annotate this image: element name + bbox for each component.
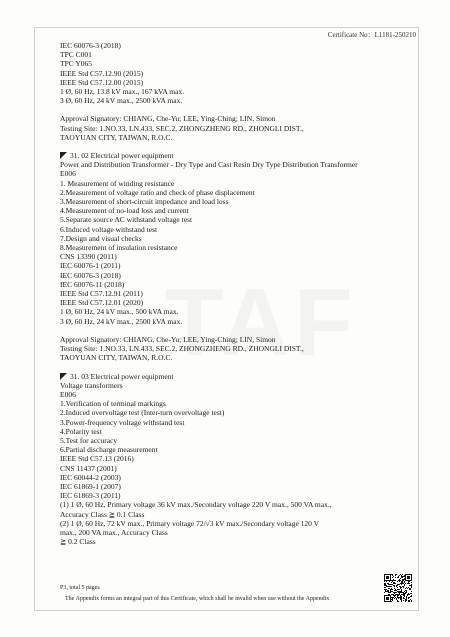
text-line: 8.Measurement of insulation resistance: [60, 243, 178, 253]
section-code-3103: E006: [60, 389, 76, 399]
approval-block-1: [60, 114, 400, 142]
text-line: IEC 60044-2 (2003): [60, 472, 121, 482]
spec-line: Accuracy Class ≧ 0.1 Class: [60, 509, 145, 519]
section-code-3102: E006: [60, 169, 76, 179]
items-3102: [60, 179, 400, 326]
text-line: Approval Signatory: CHIANG, Che-Yu; LEE, Ying-Ching; LIN, Simon: [60, 114, 276, 124]
scope-content: [60, 41, 400, 546]
text-line: 1 Ø, 60 Hz, 24 kV max., 500 kVA max.: [60, 307, 179, 317]
text-line: 4.Polarity test: [60, 426, 102, 436]
text-line: IEC 60076-1 (2011): [60, 261, 121, 271]
text-line: CNS 11437 (2001): [60, 463, 117, 473]
text-line: IEC 60076-11 (2018): [60, 279, 125, 289]
spec-line: (2) 1 Ø, 60 Hz, 72 kV max., Primary voltage 72/√3 kV max./Secondary voltage 120 V: [60, 518, 320, 528]
text-line: 7.Design and visual checks: [60, 233, 142, 243]
text-line: 1.Verification of terminal markings: [60, 399, 166, 409]
text-line: 2.Induced overvoltage test (Inter-turn overvoltage test): [60, 408, 225, 418]
text-line: TPC Y065: [60, 59, 93, 69]
section-heading-3102: 31. 02 Electrical power equipment: [60, 151, 400, 160]
text-line: 3 Ø, 60 Hz, 24 kV max., 2500 kVA max.: [60, 96, 183, 106]
text-line: IEC 61869-3 (2011): [60, 491, 121, 501]
text-line: IEEE Std C57.12.01 (2020): [60, 298, 144, 308]
text-line: 6.Induced voltage withstand test: [60, 224, 158, 234]
text-line: 3.Power-frequency voltage withstand test: [60, 417, 185, 427]
spec-line: (1) 1 Ø, 60 Hz, Primary voltage 36 kV max./Secondary voltage 220 V max., 500 VA max.,: [60, 500, 332, 510]
text-line: IEC 60076-3 (2018): [60, 270, 121, 280]
text-line: 1. Measurement of winding resistance: [60, 178, 175, 188]
text-line: Testing Site: 1.NO.33, LN.433, SEC.2, ZHONGZHENG RD., ZHONGLI DIST.,: [60, 123, 304, 133]
text-line: IEEE Std C57.12.90 (2015): [60, 68, 144, 78]
text-line: 6.Partial discharge measurement: [60, 445, 158, 455]
text-line: Testing Site: 1.NO.33, LN.433, SEC.2, ZHONGZHENG RD., ZHONGLI DIST.,: [60, 344, 304, 354]
text-line: Approval Signatory: CHIANG, Che-Yu; LEE, Ying-Ching; LIN, Simon: [60, 334, 276, 344]
text-line: CNS 13390 (2011): [60, 252, 117, 262]
section-title-3103: Voltage transformers: [60, 380, 123, 390]
text-line: 5.Separate source AC withstand voltage test: [60, 215, 193, 225]
flag-icon: [60, 152, 67, 159]
section-title-3102: Power and Distribution Transformer - Dry Type and Cast Resin Dry Type Distribution Transformer: [60, 160, 358, 170]
text-line: TPC C001: [60, 50, 92, 60]
section-heading-3103: 31. 03 Electrical power equipment: [60, 372, 400, 381]
text-line: 5.Test for accuracy: [60, 435, 118, 445]
spec-line: ≧ 0.2 Class: [60, 537, 96, 547]
qr-code-icon: [384, 574, 412, 602]
flag-icon: [60, 373, 67, 380]
text-line: IEEE Std C57.12.00 (2015): [60, 77, 144, 87]
text-line: IEEE Std C57.12.91 (2011): [60, 289, 143, 299]
standards-block-top: [60, 41, 400, 105]
text-line: IEEE Std C57.13 (2016): [60, 454, 134, 464]
text-line: 2.Measurement of voltage ratio and check of phase displacement: [60, 187, 255, 197]
text-line: TAOYUAN CITY, TAIWAN, R.O.C.: [60, 353, 173, 363]
text-line: IEC 61869-1 (2007): [60, 481, 121, 491]
footer-note: The Appendix forms an integral part of this Certificate, which shall be invalid when use without the Appendix: [65, 596, 330, 602]
text-line: 1 Ø, 60 Hz, 13.8 kV max., 167 kVA max.: [60, 87, 185, 97]
text-line: TAOYUAN CITY, TAIWAN, R.O.C.: [60, 132, 173, 142]
text-line: IEC 60076-3 (2018): [60, 41, 121, 50]
page-count: P3, total 5 pages: [60, 585, 100, 591]
text-line: 3 Ø, 60 Hz, 24 kV max., 2500 kVA max.: [60, 316, 183, 326]
text-line: 4.Measurement of no-load loss and current: [60, 206, 189, 216]
approval-block-2: [60, 335, 400, 363]
spec-line: max., 200 VA max., Accuracy Class: [60, 527, 168, 537]
text-line: 3.Measurement of short-circuit impedance and load loss: [60, 197, 229, 207]
certificate-number: Certificate No：L1181-250210: [327, 31, 416, 39]
items-3103: [60, 399, 400, 500]
